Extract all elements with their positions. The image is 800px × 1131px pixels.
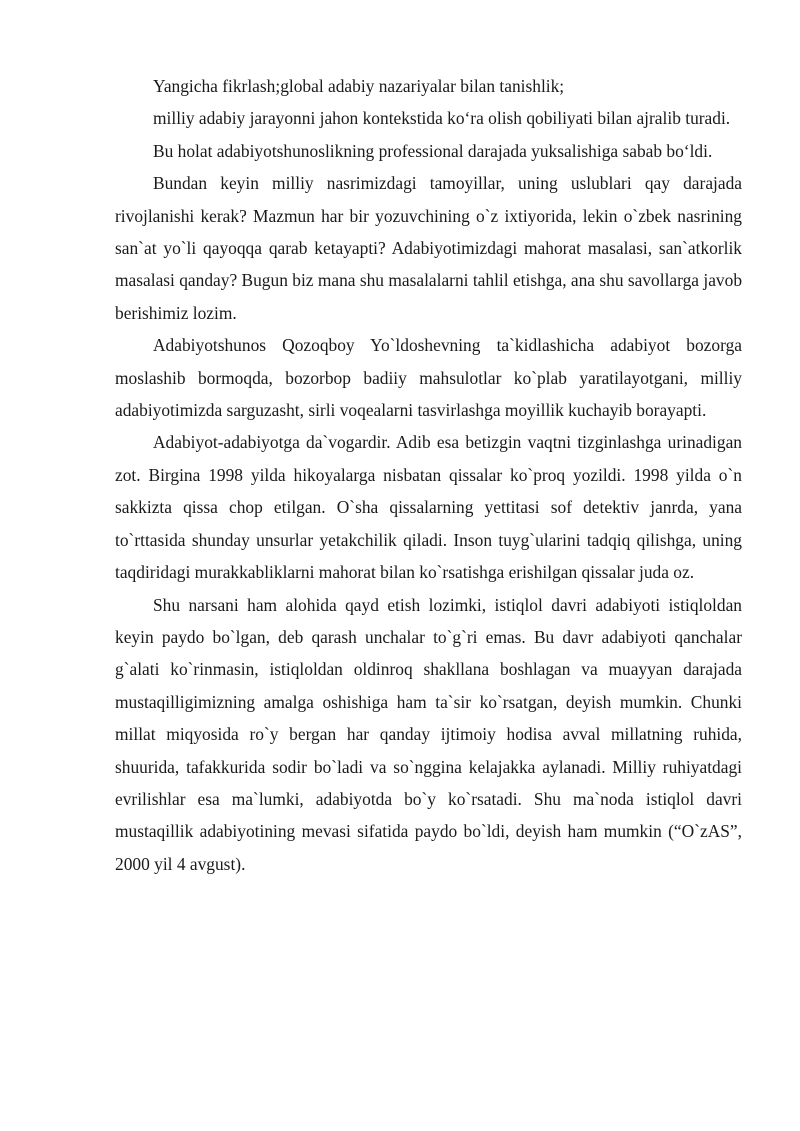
paragraph-1: Yangicha fikrlash;global adabiy nazariyalar bilan tanishlik; (153, 76, 565, 96)
paragraph-3: Bu holat adabiyotshunoslikning professional darajada yuksalishiga sabab bo‘ldi. (153, 140, 713, 161)
paragraph-6: Adabiyot-adabiyotga da`vogardir. Adib esa betizgin vaqtni tizginlashga urinadigan zot. Birgina 1998 yilda hikoyalarga nisbatan qissalar ko`proq yozildi. 1998 yilda o`n sakkizta qissa chop etilgan. O`sha qissalarning yettitasi sof detektiv janrda, yana to`rttasida shunday unsurlar yetakchilik qiladi. Inson tuyg`ularini tadqiq qilishga, uning taqdiridagi murakkabliklarni mahorat bilan ko`rsatishga erishilgan qissalar juda oz. (115, 432, 742, 583)
paragraph-4: Bundan keyin milliy nasrimizdagi tamoyillar, uning uslublari qay darajada rivojlanishi kerak? Mazmun har bir yozuvchining o`z ixtiyorida, lekin o`zbek nasrining san`at yo`li qayoqqa qarab ketayapti? Adabiyotimizdagi mahorat masalasi, san`atkorlik masalasi qanday? Bugun biz mana shu masalalarni tahlil etishga, ana shu savollarga javob berishimiz lozim. (115, 173, 743, 323)
paragraph-2: milliy adabiy jarayonni jahon kontekstida ko‘ra olish qobiliyati bilan ajralib turadi. (153, 108, 731, 129)
paragraph-7: Shu narsani ham alohida qayd etish lozimki, istiqlol davri adabiyoti istiqloldan keyin paydo bo`lgan, deb qarash unchalar to`g`ri emas. Bu davr adabiyoti qanchalar g`alati ko`rinmasin, istiqloldan oldinroq shakllana boshlagan va muayyan darajada mustaqilligimizning amalga oshishiga ham ta`sir ko`rsatgan, deyish mumkin. Chunki millat miqyosida ro`y bergan har qanday ijtimoiy hodisa avval millatning ruhida, shuurida, tafakkurida sodir bo`ladi va so`nggina kelajakka aylanadi. Milliy ruhiyatdagi evrilishlar esa ma`lumki, adabiyotda bo`y ko`rsatadi. Shu ma`noda istiqlol davri mustaqillik adabiyotining mevasi sifatida paydo bo`ldi, deyish ham mumkin (“O`zAS”, 2000 yil 4 avgust). (115, 594, 742, 874)
document-page (115, 70, 742, 880)
paragraph-5: Adabiyotshunos Qozoqboy Yo`ldoshevning ta`kidlashicha adabiyot bozorga moslashib bormoqda, bozorbop badiiy mahsulotlar ko`plab yaratilayotgani, milliy adabiyotimizda sarguzasht, sirli voqealarni tasvirlashga moyillik kuchayib borayapti. (115, 335, 742, 421)
